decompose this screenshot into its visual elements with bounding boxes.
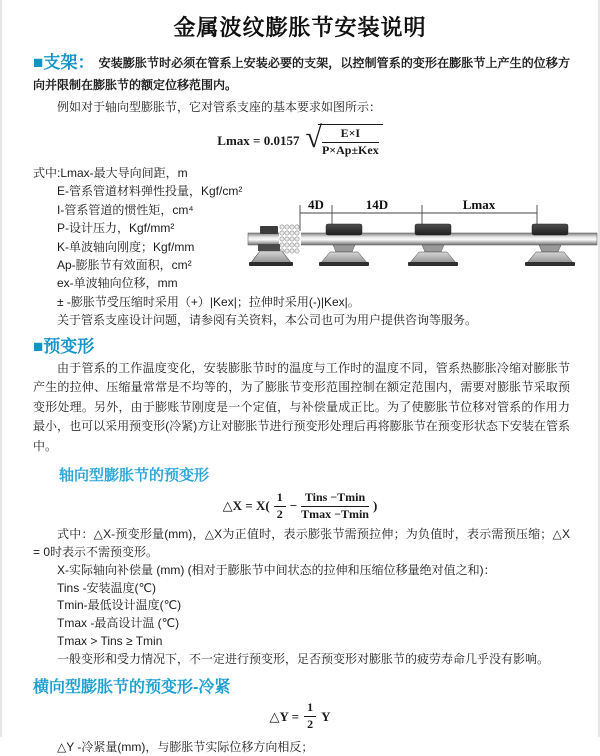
fraction-numerator: 1 (274, 491, 286, 507)
definition-line: Tins -安装温度(℃) (57, 580, 157, 595)
fraction-numerator: 1 (304, 701, 316, 717)
support-note-line: 关于管系支座设计问题，请参阅有关资料，本公司也可为用户提供咨询等服务。 (57, 313, 478, 328)
definition-line: 一般变形和受力情况下，不一定进行预变形，足否预变形对膨胀节的疲劳寿命几乎没有影响。 (57, 651, 550, 666)
fraction-half (304, 701, 316, 732)
definition-line: E-管系管道材料弹性投量，Kgf/cm² (57, 184, 243, 199)
definition-line: I-管系管道的惯性矩，cm⁴ (57, 202, 194, 217)
definition-line: ± -膨胀节受压缩时采用（+）|Kex|；拉伸时采用(-)|Kex|。 (57, 294, 360, 309)
definition-line: 式中:Lmax-最大导向间距，m (33, 166, 188, 180)
fraction-denominator: 2 (276, 506, 283, 521)
formula-delta-x-lhs: △X = X( (222, 498, 270, 514)
pipe-support-diagram (248, 194, 600, 294)
definition-line: 式中：△X-预变形量(mm)，△X为正值时，表示膨张节需预拉伸；为负值时，表示需预压缩；△X = 0时表示不需预变形。 (33, 527, 570, 559)
radical-sign-icon: √ (305, 121, 322, 154)
delta-y-note: △Y -冷紧量(mm)，与膨胀节实际位移方向相反； (57, 739, 314, 754)
dim-label-4d: 4D (308, 197, 324, 212)
support-section-header: ■支架： (33, 53, 95, 72)
definition-line: Tmin-最低设计温度(℃) (57, 598, 182, 613)
fraction-denominator: P×Ap±Kex (321, 143, 379, 157)
formula-delta-y (2, 702, 598, 732)
lateral-preform-heading: 横向型膨胀节的预变形-冷紧 (33, 678, 231, 696)
fraction-numerator: E×I (322, 127, 379, 143)
radicand (318, 124, 383, 158)
formula-delta-x (2, 488, 598, 524)
dim-label-lmax: Lmax (462, 197, 496, 212)
fraction-temperature (301, 491, 369, 522)
formula-delta-y-lhs: △Y = (269, 708, 300, 724)
fraction (322, 127, 379, 158)
definition-line: Tmax > Tins ≥ Tmin (57, 633, 163, 648)
fraction-numerator: Tins −Tmin (301, 491, 369, 507)
definition-line: ex-单波轴向位移，mm (57, 276, 178, 291)
definition-line: K-单波轴向刚度；Kgf/mm (57, 239, 195, 254)
pipe-support-diagram-svg (248, 194, 600, 294)
preform-section-header: ■预变形 (33, 336, 95, 356)
minus-sign: − (289, 498, 298, 514)
sqrt-radical (305, 121, 382, 158)
support-intro-paragraph (33, 52, 570, 96)
dim-label-14d: 14D (365, 197, 389, 212)
formula-lmax-lhs: Lmax = 0.0157 (217, 133, 300, 148)
axial-definitions-list (33, 526, 570, 668)
formula-delta-y-rhs: Y (321, 708, 331, 724)
formula-delta-x-rhs: ) (372, 498, 378, 514)
axial-preform-heading: 轴向型膨胀节的预变形 (59, 467, 210, 485)
definition-line: Tmax -最高设计温 (℃) (57, 616, 180, 631)
page-title: 金属波纹膨胀节安装说明 (173, 15, 427, 40)
fraction-half (274, 491, 286, 522)
definition-line: Ap-膨胀节有效面积，cm² (57, 258, 192, 273)
fraction-denominator: Tmax −Tmin (301, 506, 369, 521)
preform-body-paragraph: 由于管系的工作温度变化，安装膨胀节时的温度与工作时的温度不同，管系热膨胀冷缩对膨胀节产生的拉伸、压缩量常常是不均等的，为了膨胀节变形范围控制在额定范围内，需要对膨胀节采取预变形处理。另外，由于膨账节刚度是一个定值，与补偿量成正比。为了使膨胀节位移对管系的作用力最小，也可以采用预变形(冷紧)方让对膨胀节进行预变形处理后再将膨胀节在预变形状态下安装在管系中。 (33, 360, 570, 453)
definition-line: P-设计压力，Kgf/mm² (57, 221, 175, 236)
support-example-line: 例如对于轴向型膨胀节，它对管系支座的基本要求如图所示： (57, 100, 382, 114)
formula-lmax (2, 121, 598, 161)
support-intro-text: 安装膨胀节时必须在管系上安装必要的支架，以控制管系的变形在膨胀节上产生的位移方向并限制在膨胀节的额定位移范围内。 (33, 56, 570, 92)
definition-line: X-实际轴向补偿量 (mm) (相对于膨胀节中间状态的拉伸和压缩位移量绝对值之和)： (57, 562, 496, 577)
delta-y-note-wrap (33, 739, 570, 756)
fraction-denominator: 2 (307, 717, 314, 732)
